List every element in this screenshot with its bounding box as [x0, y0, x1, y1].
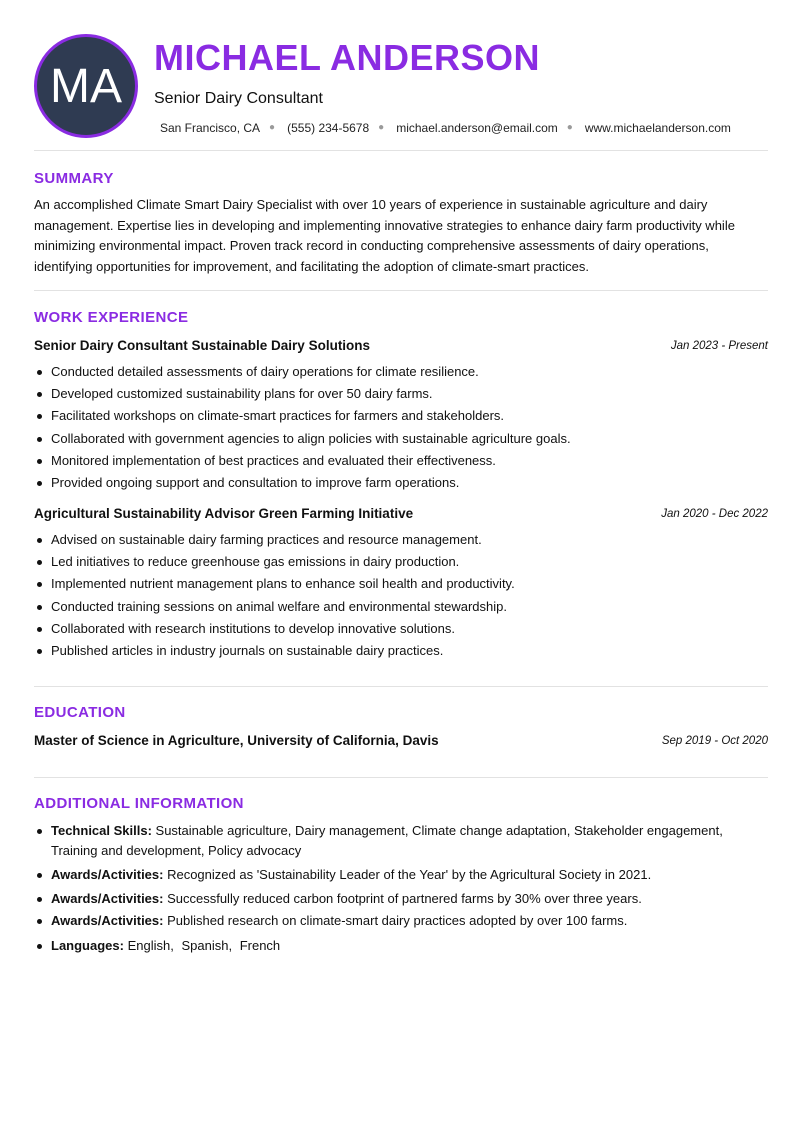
- separator-dot-icon: ●: [566, 122, 573, 133]
- job-bullets: [34, 529, 768, 662]
- contact-phone: (555) 234-5678: [287, 121, 370, 135]
- education-entry: [34, 733, 768, 751]
- education-dates: Sep 2019 - Oct 2020: [661, 735, 768, 747]
- summary-text: An accomplished Climate Smart Dairy Specialist with over 10 years of experience in sustainable agriculture and dairy management. Expertise lies in developing and implementing innovative strategies to enhance dairy farm productivity while minimizing environmental impact. Proven track record in conducting comprehensive assessments of dairy operations, identifying opportunities for improvement, and facilitating the adoption of climate-smart practices.: [34, 197, 735, 274]
- list-item-languages: [34, 936, 768, 956]
- candidate-name: MICHAEL ANDERSON: [154, 37, 541, 78]
- job-dates: Jan 2020 - Dec 2022: [661, 508, 768, 520]
- avatar-initials: MA: [50, 59, 122, 113]
- contact-location: San Francisco, CA: [160, 121, 261, 135]
- language: French: [239, 938, 281, 953]
- list-item: [34, 911, 768, 931]
- education-heading: EDUCATION: [34, 704, 126, 721]
- item-text: Successfully reduced carbon footprint of partnered farms by 30% over three years.: [163, 890, 642, 906]
- item-label: Awards/Activities:: [51, 890, 164, 906]
- job-role: Agricultural Sustainability Advisor Green Farming Initiative: [34, 506, 414, 521]
- candidate-title: Senior Dairy Consultant: [154, 90, 323, 107]
- list-item: [34, 889, 768, 909]
- experience-heading: WORK EXPERIENCE: [34, 309, 189, 326]
- language: Spanish,: [181, 938, 233, 953]
- list-item: Led initiatives to reduce greenhouse gas emissions in dairy production.: [34, 551, 768, 573]
- contact-info: [160, 120, 731, 136]
- resume-header: [34, 34, 768, 139]
- list-item: Provided ongoing support and consultation to improve farm operations.: [34, 472, 768, 494]
- job-header: [34, 338, 768, 356]
- list-item: Monitored implementation of best practices and evaluated their effectiveness.: [34, 450, 768, 472]
- list-item: Published articles in industry journals on sustainable dairy practices.: [34, 640, 768, 662]
- item-text: Sustainable agriculture, Dairy management, Climate change adaptation, Stakeholder engagement, Training and development, Policy advocacy: [51, 823, 723, 858]
- divider: [34, 290, 768, 291]
- avatar: [34, 34, 138, 138]
- divider: [34, 686, 768, 687]
- separator-dot-icon: ●: [269, 122, 276, 133]
- job-bullets: [34, 361, 768, 494]
- job-header: [34, 506, 768, 524]
- item-label: Languages:: [51, 938, 124, 953]
- separator-dot-icon: ●: [378, 122, 385, 133]
- list-item: Conducted training sessions on animal welfare and environmental stewardship.: [34, 596, 768, 618]
- item-label: Awards/Activities:: [51, 866, 164, 882]
- education-degree: Master of Science in Agriculture, University of California, Davis: [34, 733, 439, 748]
- additional-list: [34, 821, 768, 960]
- job-role: Senior Dairy Consultant Sustainable Dairy Solutions: [34, 338, 371, 353]
- item-text: Recognized as 'Sustainability Leader of the Year' by the Agricultural Society in 2021.: [163, 866, 652, 882]
- additional-heading: ADDITIONAL INFORMATION: [34, 795, 244, 812]
- divider: [34, 777, 768, 778]
- list-item: Collaborated with government agencies to align policies with sustainable agriculture goals.: [34, 428, 768, 450]
- summary-heading: SUMMARY: [34, 170, 114, 187]
- list-item: Facilitated workshops on climate-smart practices for farmers and stakeholders.: [34, 405, 768, 427]
- list-item: [34, 821, 768, 860]
- list-item: Collaborated with research institutions to develop innovative solutions.: [34, 618, 768, 640]
- language: English,: [127, 938, 174, 953]
- list-item: Conducted detailed assessments of dairy operations for climate resilience.: [34, 361, 768, 383]
- item-text: Published research on climate-smart dairy practices adopted by over 100 farms.: [163, 912, 628, 928]
- list-item: Implemented nutrient management plans to enhance soil health and productivity.: [34, 573, 768, 595]
- item-label: Technical Skills:: [51, 823, 152, 838]
- contact-website[interactable]: www.michaelanderson.com: [584, 121, 731, 135]
- contact-email[interactable]: michael.anderson@email.com: [396, 121, 558, 135]
- list-item: Advised on sustainable dairy farming practices and resource management.: [34, 529, 768, 551]
- list-item: Developed customized sustainability plans for over 50 dairy farms.: [34, 383, 768, 405]
- item-label: Awards/Activities:: [51, 912, 164, 928]
- job-dates: Jan 2023 - Present: [670, 340, 768, 352]
- divider: [34, 150, 768, 151]
- list-item: [34, 865, 768, 885]
